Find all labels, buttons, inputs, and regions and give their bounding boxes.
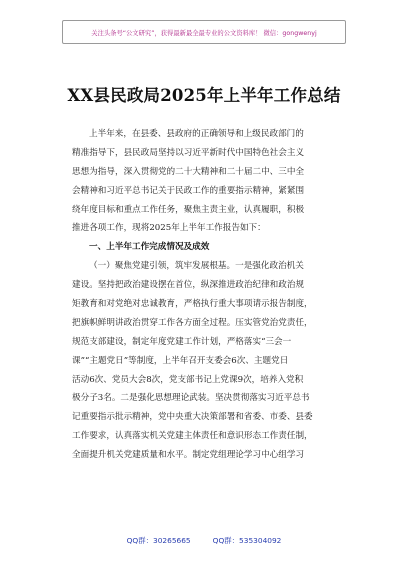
paragraph-line: （一）聚焦党建引领，筑牢发展根基。一是强化政治机关 [89, 261, 304, 272]
paragraph-line: 绕年度目标和重点工作任务，聚焦主责主业，认真履职，积极 [72, 204, 305, 215]
paragraph-line: 建设。坚持把政治建设摆在首位，纵深推进政治纪律和政治规 [72, 280, 305, 291]
paragraph-line: 课”“主题党日”等制度，上半年召开支委会6次、主题党日 [72, 355, 289, 366]
paragraph-line: 推进各项工作，现将2025年上半年工作报告如下： [72, 223, 266, 234]
promo-banner-text: 关注头条号“公文研究”，获得最新最全最专业的公文资料库！ 微信：gongwenyj [91, 29, 317, 37]
paragraph-line: 记重要指示批示精神，党中央重大决策部署和省委、市委、县委 [72, 412, 313, 423]
paragraph-line: 上半年来，在县委、县政府的正确领导和上级民政部门的 [89, 129, 304, 139]
paragraph-line: 规范支部建设，制定年度党建工作计划，严格落实“三会一 [72, 336, 292, 347]
paragraph-line: 精准指导下，县民政局坚持以习近平新时代中国特色社会主义 [72, 147, 305, 158]
footer [0, 535, 408, 549]
paragraph-line: 极分子3名。二是强化思想理论武装。坚决贯彻落实习近平总书 [72, 393, 310, 404]
paragraph-line: 活动6次、党员大会8次，党支部书记上党课9次，培养入党积 [72, 374, 304, 385]
paragraph-line: 矩教育和对党绝对忠诚教育，严格执行重大事项请示报告制度， [72, 299, 313, 310]
footer-qq-group-2: QQ群：535304092 [212, 536, 282, 545]
document-body [72, 125, 344, 465]
paragraph-line: 思想为指导，深入贯彻党的二十大精神和二十届二中、三中全 [72, 166, 305, 177]
document-title: XX县民政局2025年上半年工作总结 [67, 86, 341, 105]
paragraph-line: 全面提升机关党建质量和水平。制定党组理论学习中心组学习 [72, 450, 305, 461]
paragraph-line: 工作要求，认真落实机关党建主体责任和意识形态工作责任制， [72, 431, 313, 442]
footer-qq-group-1: QQ群：30265665 [126, 536, 191, 545]
section-heading: 一、上半年工作完成情况及成效 [89, 242, 210, 253]
paragraph-line: 会精神和习近平总书记关于民政工作的重要指示精神，紧紧围 [72, 185, 305, 196]
paragraph-line: 把旗帜鲜明讲政治贯穿工作各方面全过程。压实管党治党责任， [72, 317, 313, 328]
promo-banner [62, 20, 346, 44]
